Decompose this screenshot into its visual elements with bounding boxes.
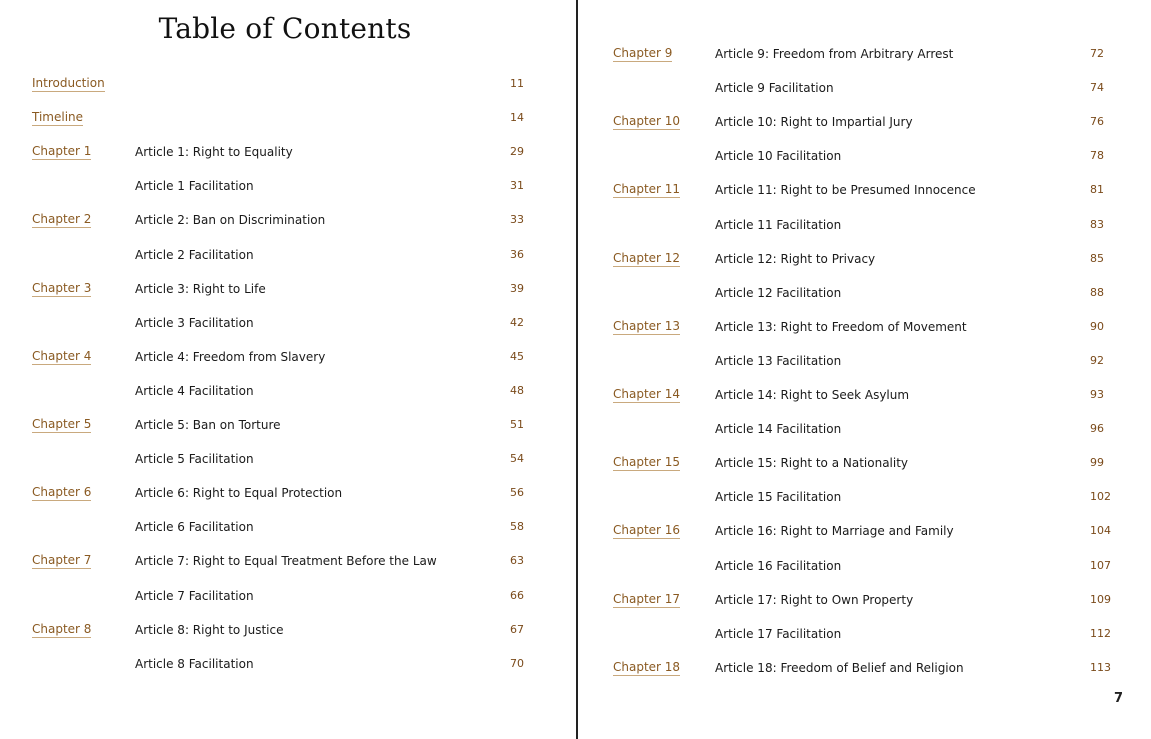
- article-title: Article 12: Right to Privacy: [715, 251, 876, 266]
- article-title: Article 5: Ban on Torture: [135, 418, 281, 432]
- article-title: Article 13: Right to Freedom of Movement: [715, 319, 967, 334]
- article-title: Article 7 Facilitation: [135, 588, 254, 603]
- toc-entry: [613, 180, 1128, 200]
- article-title: Article 10 Facilitation: [715, 149, 842, 164]
- page-ref: 102: [1090, 490, 1111, 504]
- article-title: Article 11 Facilitation: [715, 217, 842, 232]
- chapter-link[interactable]: Chapter 10: [613, 114, 681, 129]
- toc-entry: [613, 521, 1128, 541]
- chapter-link[interactable]: Introduction: [32, 76, 105, 90]
- page-ref: 63: [510, 554, 524, 568]
- page-ref: 36: [510, 247, 524, 261]
- article-title: Article 17 Facilitation: [715, 626, 842, 641]
- page-ref: 85: [1090, 251, 1104, 265]
- toc-entry: [613, 487, 1128, 507]
- toc-entry: [613, 453, 1128, 473]
- page-ref: 45: [510, 349, 524, 363]
- page-number: 7: [1113, 691, 1123, 706]
- page-ref: 83: [1090, 217, 1104, 231]
- chapter-link[interactable]: Chapter 12: [613, 250, 681, 265]
- article-title: Article 1: Right to Equality: [135, 145, 293, 160]
- page-ref: 11: [510, 77, 524, 90]
- chapter-link[interactable]: Chapter 15: [613, 455, 681, 470]
- chapter-link[interactable]: Chapter 6: [32, 485, 92, 500]
- page-ref: 74: [1090, 81, 1104, 95]
- page-ref: 66: [510, 588, 524, 602]
- page-ref: 70: [510, 656, 524, 670]
- chapter-link[interactable]: Chapter 14: [613, 387, 681, 401]
- toc-entry: [32, 483, 552, 503]
- toc-entry: [32, 108, 552, 128]
- article-title: Article 18: Freedom of Belief and Religion: [715, 660, 964, 675]
- page-ref: 29: [510, 145, 524, 159]
- page-ref: 51: [510, 418, 524, 431]
- article-title: Article 4 Facilitation: [135, 383, 254, 398]
- page-ref: 58: [510, 520, 524, 534]
- toc-entry: [32, 381, 552, 401]
- toc-entry: [32, 620, 552, 640]
- article-title: Article 15 Facilitation: [715, 490, 842, 505]
- toc-entry: [613, 215, 1128, 235]
- article-title: Article 7: Right to Equal Treatment Before the Law: [135, 554, 437, 569]
- page-ref: 113: [1090, 660, 1111, 674]
- toc-entry: [613, 146, 1128, 166]
- page-ref: 90: [1090, 319, 1104, 333]
- article-title: Article 8: Right to Justice: [135, 622, 284, 637]
- page-ref: 48: [510, 383, 524, 397]
- toc-entry: [613, 44, 1128, 64]
- article-title: Article 9: Freedom from Arbitrary Arrest: [715, 47, 954, 61]
- article-title: Article 6 Facilitation: [135, 520, 254, 535]
- page-ref: 107: [1090, 558, 1111, 572]
- toc-entry: [32, 517, 552, 537]
- chapter-link[interactable]: Chapter 7: [32, 553, 92, 568]
- toc-entry: [613, 78, 1128, 98]
- article-title: Article 3: Right to Life: [135, 281, 266, 296]
- right-page: [578, 0, 1151, 739]
- article-title: Article 6: Right to Equal Protection: [135, 486, 343, 501]
- toc-entry: [32, 415, 552, 435]
- chapter-link[interactable]: Chapter 16: [613, 523, 681, 538]
- toc-entry: [613, 283, 1128, 303]
- page-ref: 14: [510, 111, 524, 125]
- toc-entry: [32, 142, 552, 162]
- toc-entry: [32, 654, 552, 674]
- toc-entry: [32, 586, 552, 606]
- toc-entry: [32, 279, 552, 299]
- toc-entry: [32, 347, 552, 367]
- page-ref: 104: [1090, 524, 1111, 538]
- article-title: Article 16 Facilitation: [715, 558, 842, 573]
- page-ref: 39: [510, 281, 524, 295]
- chapter-link[interactable]: Chapter 17: [613, 591, 681, 606]
- article-title: Article 11: Right to be Presumed Innocence: [715, 183, 976, 198]
- toc-entry: [613, 385, 1128, 405]
- article-title: Article 2: Ban on Discrimination: [135, 213, 326, 228]
- article-title: Article 4: Freedom from Slavery: [135, 349, 326, 364]
- page-ref: 72: [1090, 47, 1104, 60]
- page-ref: 78: [1090, 149, 1104, 163]
- toc-entry: [32, 210, 552, 230]
- chapter-link[interactable]: Chapter 11: [613, 182, 681, 197]
- chapter-link[interactable]: Chapter 9: [613, 46, 673, 60]
- article-title: Article 2 Facilitation: [135, 247, 254, 262]
- chapter-link[interactable]: Chapter 13: [613, 318, 681, 333]
- page-ref: 81: [1090, 183, 1104, 197]
- toc-entry: [613, 590, 1128, 610]
- toc-entry: [32, 551, 552, 571]
- page-ref: 67: [510, 622, 524, 636]
- toc-entry: [613, 658, 1128, 678]
- page-ref: 96: [1090, 422, 1104, 436]
- article-title: Article 12 Facilitation: [715, 285, 842, 300]
- article-title: Article 8 Facilitation: [135, 656, 254, 671]
- chapter-link[interactable]: Chapter 4: [32, 348, 92, 363]
- article-title: Article 17: Right to Own Property: [715, 592, 914, 607]
- page-ref: 109: [1090, 592, 1111, 606]
- page-ref: 33: [510, 213, 524, 227]
- page-ref: 42: [510, 315, 524, 329]
- toc-entry: [613, 249, 1128, 269]
- article-title: Article 5 Facilitation: [135, 452, 254, 467]
- page-ref: 76: [1090, 115, 1104, 129]
- chapter-link[interactable]: Chapter 5: [32, 417, 92, 431]
- chapter-link[interactable]: Chapter 3: [32, 280, 92, 295]
- chapter-link[interactable]: Chapter 8: [32, 621, 92, 636]
- article-title: Article 3 Facilitation: [135, 315, 254, 330]
- page-title: Table of Contents: [158, 12, 412, 45]
- page-ref: 31: [510, 179, 524, 193]
- toc-entry: [32, 245, 552, 265]
- article-title: Article 13 Facilitation: [715, 353, 842, 368]
- toc-entry: [32, 176, 552, 196]
- toc-entry: [32, 74, 552, 94]
- toc-entry: [32, 449, 552, 469]
- toc-entry: [613, 419, 1128, 439]
- article-title: Article 16: Right to Marriage and Family: [715, 524, 954, 539]
- toc-entry: [613, 351, 1128, 371]
- page-ref: 56: [510, 486, 524, 500]
- page-ref: 88: [1090, 285, 1104, 299]
- article-title: Article 10: Right to Impartial Jury: [715, 115, 913, 130]
- toc-entry: [32, 313, 552, 333]
- chapter-link[interactable]: Chapter 1: [32, 144, 92, 159]
- page-ref: 93: [1090, 388, 1104, 401]
- toc-entry: [613, 556, 1128, 576]
- page-ref: 112: [1090, 626, 1111, 640]
- article-title: Article 14: Right to Seek Asylum: [715, 388, 910, 402]
- page-ref: 99: [1090, 456, 1104, 470]
- chapter-link[interactable]: Chapter 18: [613, 659, 681, 674]
- toc-entry: [613, 317, 1128, 337]
- article-title: Article 14 Facilitation: [715, 422, 842, 437]
- chapter-link[interactable]: Chapter 2: [32, 212, 92, 227]
- article-title: Article 15: Right to a Nationality: [715, 456, 909, 471]
- page-ref: 54: [510, 452, 524, 466]
- toc-entry: [613, 112, 1128, 132]
- page-ref: 92: [1090, 353, 1104, 367]
- article-title: Article 9 Facilitation: [715, 81, 834, 96]
- toc-entry: [613, 624, 1128, 644]
- chapter-link[interactable]: Timeline: [32, 110, 84, 125]
- article-title: Article 1 Facilitation: [135, 179, 254, 194]
